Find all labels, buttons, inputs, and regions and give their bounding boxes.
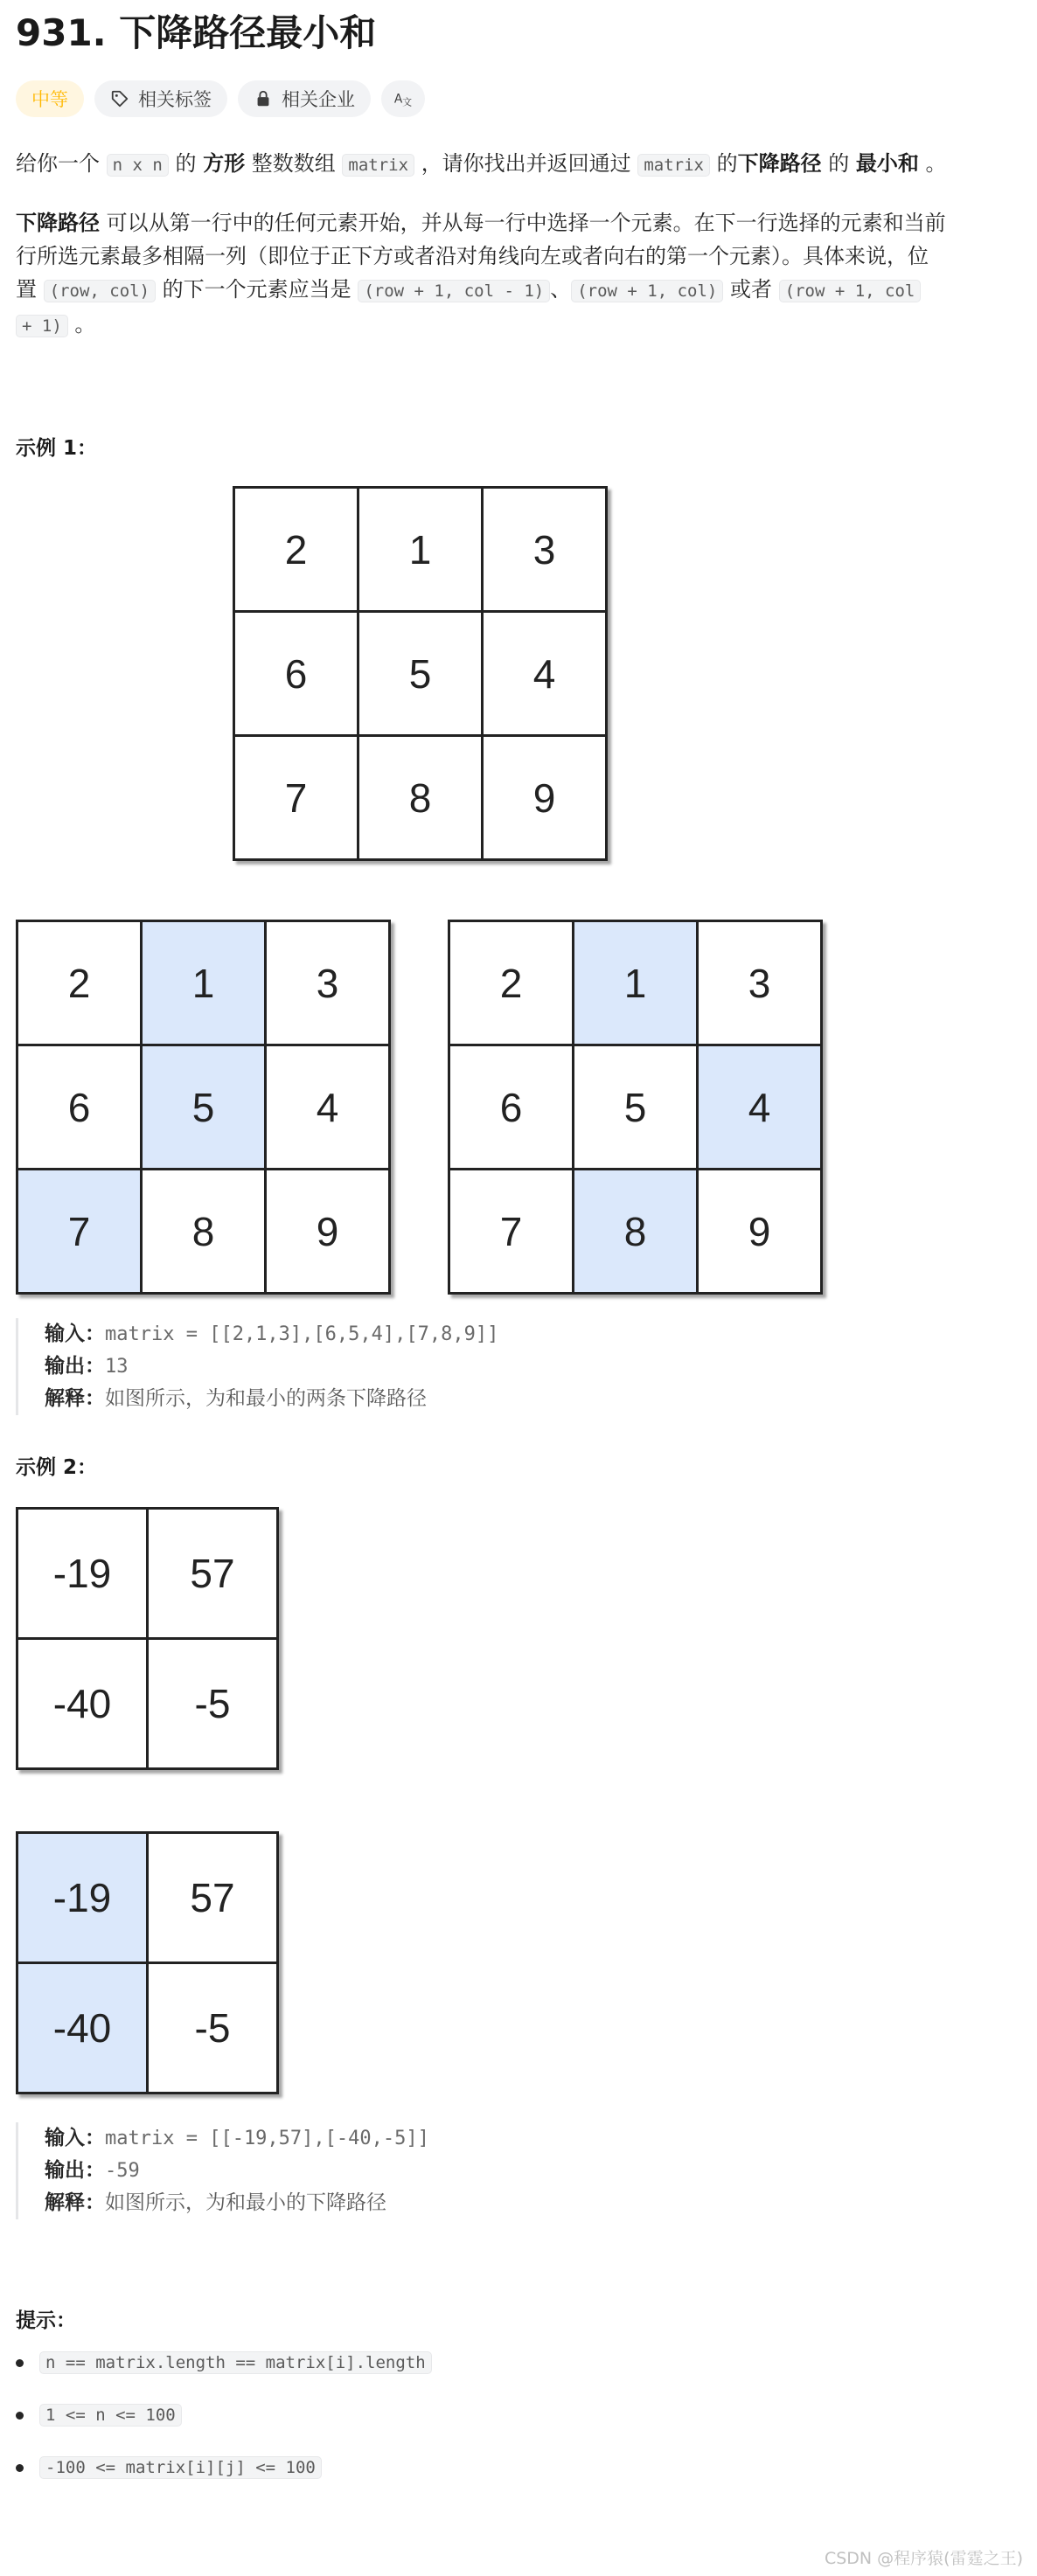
matrix-cell: 57 bbox=[149, 1510, 276, 1637]
inline-code: + 1) bbox=[16, 315, 68, 337]
bold-text: 最小和 bbox=[855, 151, 919, 176]
bold-text: 下降路径 bbox=[737, 151, 822, 176]
description-paragraph-2 bbox=[16, 206, 1021, 343]
problem-title: 下降路径最小和 bbox=[119, 11, 377, 54]
matrix-cell: 6 bbox=[235, 613, 357, 734]
hint-item bbox=[16, 2456, 322, 2479]
matrix-cell: 4 bbox=[699, 1046, 820, 1168]
example-1-path-b bbox=[448, 920, 823, 1295]
tag-bar bbox=[16, 80, 425, 117]
svg-text:文: 文 bbox=[402, 96, 413, 108]
input-label: 输入： bbox=[45, 2127, 105, 2149]
example-1-path-a bbox=[16, 920, 391, 1295]
example-2-matrix bbox=[16, 1507, 279, 1770]
matrix-cell: -19 bbox=[18, 1510, 146, 1637]
example-1-heading: 示例 1： bbox=[16, 437, 98, 460]
inline-code: (row + 1, col bbox=[779, 280, 922, 302]
matrix-cell: -5 bbox=[149, 1964, 276, 2092]
bold-text: 方形 bbox=[203, 151, 246, 176]
inline-code: matrix bbox=[342, 154, 414, 177]
text: 置 bbox=[16, 277, 37, 302]
difficulty-label: 中等 bbox=[31, 89, 68, 110]
watermark: CSDN @程序猿(雷霆之王) bbox=[824, 2549, 1023, 2568]
matrix-cell: 9 bbox=[699, 1170, 820, 1292]
hint-code: 1 <= n <= 100 bbox=[39, 2404, 182, 2427]
tag-icon bbox=[110, 89, 129, 108]
input-value: matrix = [[2,1,3],[6,5,4],[7,8,9]] bbox=[105, 1323, 499, 1345]
matrix-cell: 9 bbox=[484, 737, 605, 858]
matrix-cell: 5 bbox=[359, 613, 481, 734]
matrix-cell: 4 bbox=[484, 613, 605, 734]
hints-heading: 提示： bbox=[16, 2309, 76, 2332]
matrix-cell: 1 bbox=[143, 922, 264, 1044]
text: 的 bbox=[828, 151, 850, 176]
output-value: -59 bbox=[105, 2160, 140, 2182]
inline-code: (row + 1, col - 1) bbox=[358, 280, 550, 302]
matrix-cell: 2 bbox=[235, 489, 357, 610]
text: 整数数组 bbox=[251, 151, 336, 176]
matrix-cell: 5 bbox=[574, 1046, 696, 1168]
matrix-cell: 5 bbox=[143, 1046, 264, 1168]
hint-code: n == matrix.length == matrix[i].length bbox=[39, 2351, 432, 2374]
matrix-cell: -40 bbox=[18, 1640, 146, 1767]
text: 。 bbox=[74, 312, 96, 337]
example-2-block bbox=[16, 2122, 429, 2219]
matrix-cell: -5 bbox=[149, 1640, 276, 1767]
output-label: 输出： bbox=[45, 1355, 105, 1378]
text: 行所选元素最多相隔一列（即位于正下方或者沿对角线向左或者向右的第一个元素）。具体来说，位 bbox=[16, 244, 929, 268]
related-companies-button[interactable] bbox=[238, 80, 371, 117]
matrix-cell: 1 bbox=[359, 489, 481, 610]
matrix-cell: 7 bbox=[235, 737, 357, 858]
text: 或者 bbox=[730, 277, 773, 302]
matrix-cell: 4 bbox=[267, 1046, 388, 1168]
matrix-cell: 3 bbox=[699, 922, 820, 1044]
matrix-cell: 8 bbox=[359, 737, 481, 858]
input-value: matrix = [[-19,57],[-40,-5]] bbox=[105, 2128, 429, 2149]
inline-code: (row, col) bbox=[44, 280, 156, 302]
matrix-cell: 9 bbox=[267, 1170, 388, 1292]
explain-label: 解释： bbox=[45, 2191, 105, 2214]
problem-number: 931. bbox=[16, 11, 107, 54]
example-1-matrix bbox=[233, 486, 608, 861]
text: 的 bbox=[175, 151, 197, 176]
input-label: 输入： bbox=[45, 1323, 105, 1345]
translate-button[interactable] bbox=[381, 80, 425, 117]
matrix-cell: 8 bbox=[574, 1170, 696, 1292]
lock-icon bbox=[254, 89, 273, 108]
matrix-cell: 1 bbox=[574, 922, 696, 1044]
explain-value: 如图所示，为和最小的下降路径 bbox=[105, 2191, 386, 2214]
hint-item bbox=[16, 2404, 182, 2427]
output-value: 13 bbox=[105, 1356, 129, 1378]
example-2-path bbox=[16, 1831, 279, 2094]
matrix-cell: -19 bbox=[18, 1834, 146, 1962]
text: 的下一个元素应当是 bbox=[162, 277, 351, 302]
hint-code: -100 <= matrix[i][j] <= 100 bbox=[39, 2456, 322, 2479]
matrix-cell: 7 bbox=[450, 1170, 572, 1292]
matrix-cell: 7 bbox=[18, 1170, 140, 1292]
matrix-cell: 6 bbox=[450, 1046, 572, 1168]
hint-item bbox=[16, 2351, 432, 2374]
explain-label: 解释： bbox=[45, 1387, 105, 1410]
bullet-icon bbox=[16, 2359, 24, 2367]
text: 、 bbox=[550, 277, 572, 302]
translate-icon bbox=[393, 89, 413, 108]
svg-text:A: A bbox=[393, 92, 403, 107]
explain-value: 如图所示，为和最小的两条下降路径 bbox=[105, 1387, 427, 1410]
bullet-icon bbox=[16, 2412, 24, 2420]
related-companies-label: 相关企业 bbox=[282, 89, 355, 110]
matrix-cell: 2 bbox=[450, 922, 572, 1044]
text: 可以从第一行中的任何元素开始，并从每一行中选择一个元素。在下一行选择的元素和当前 bbox=[106, 211, 946, 235]
related-tags-button[interactable] bbox=[94, 80, 227, 117]
matrix-cell: 8 bbox=[143, 1170, 264, 1292]
description-paragraph-1 bbox=[16, 147, 947, 182]
inline-code: (row + 1, col) bbox=[571, 280, 723, 302]
bullet-icon bbox=[16, 2464, 24, 2472]
output-label: 输出： bbox=[45, 2159, 105, 2182]
related-tags-label: 相关标签 bbox=[138, 89, 212, 110]
text: 的 bbox=[716, 151, 738, 176]
text: 。 bbox=[925, 151, 947, 176]
matrix-cell: -40 bbox=[18, 1964, 146, 2092]
matrix-cell: 3 bbox=[484, 489, 605, 610]
example-1-block bbox=[16, 1318, 498, 1415]
matrix-cell: 2 bbox=[18, 922, 140, 1044]
text: 给你一个 bbox=[16, 151, 100, 176]
matrix-cell: 3 bbox=[267, 922, 388, 1044]
difficulty-badge bbox=[16, 80, 84, 117]
page-title bbox=[16, 7, 376, 59]
example-2-heading: 示例 2： bbox=[16, 1456, 98, 1479]
text: ，请你找出并返回通过 bbox=[421, 151, 631, 176]
matrix-cell: 57 bbox=[149, 1834, 276, 1962]
inline-code: n x n bbox=[107, 154, 169, 177]
inline-code: matrix bbox=[637, 154, 710, 177]
matrix-cell: 6 bbox=[18, 1046, 140, 1168]
bold-text: 下降路径 bbox=[16, 211, 100, 235]
